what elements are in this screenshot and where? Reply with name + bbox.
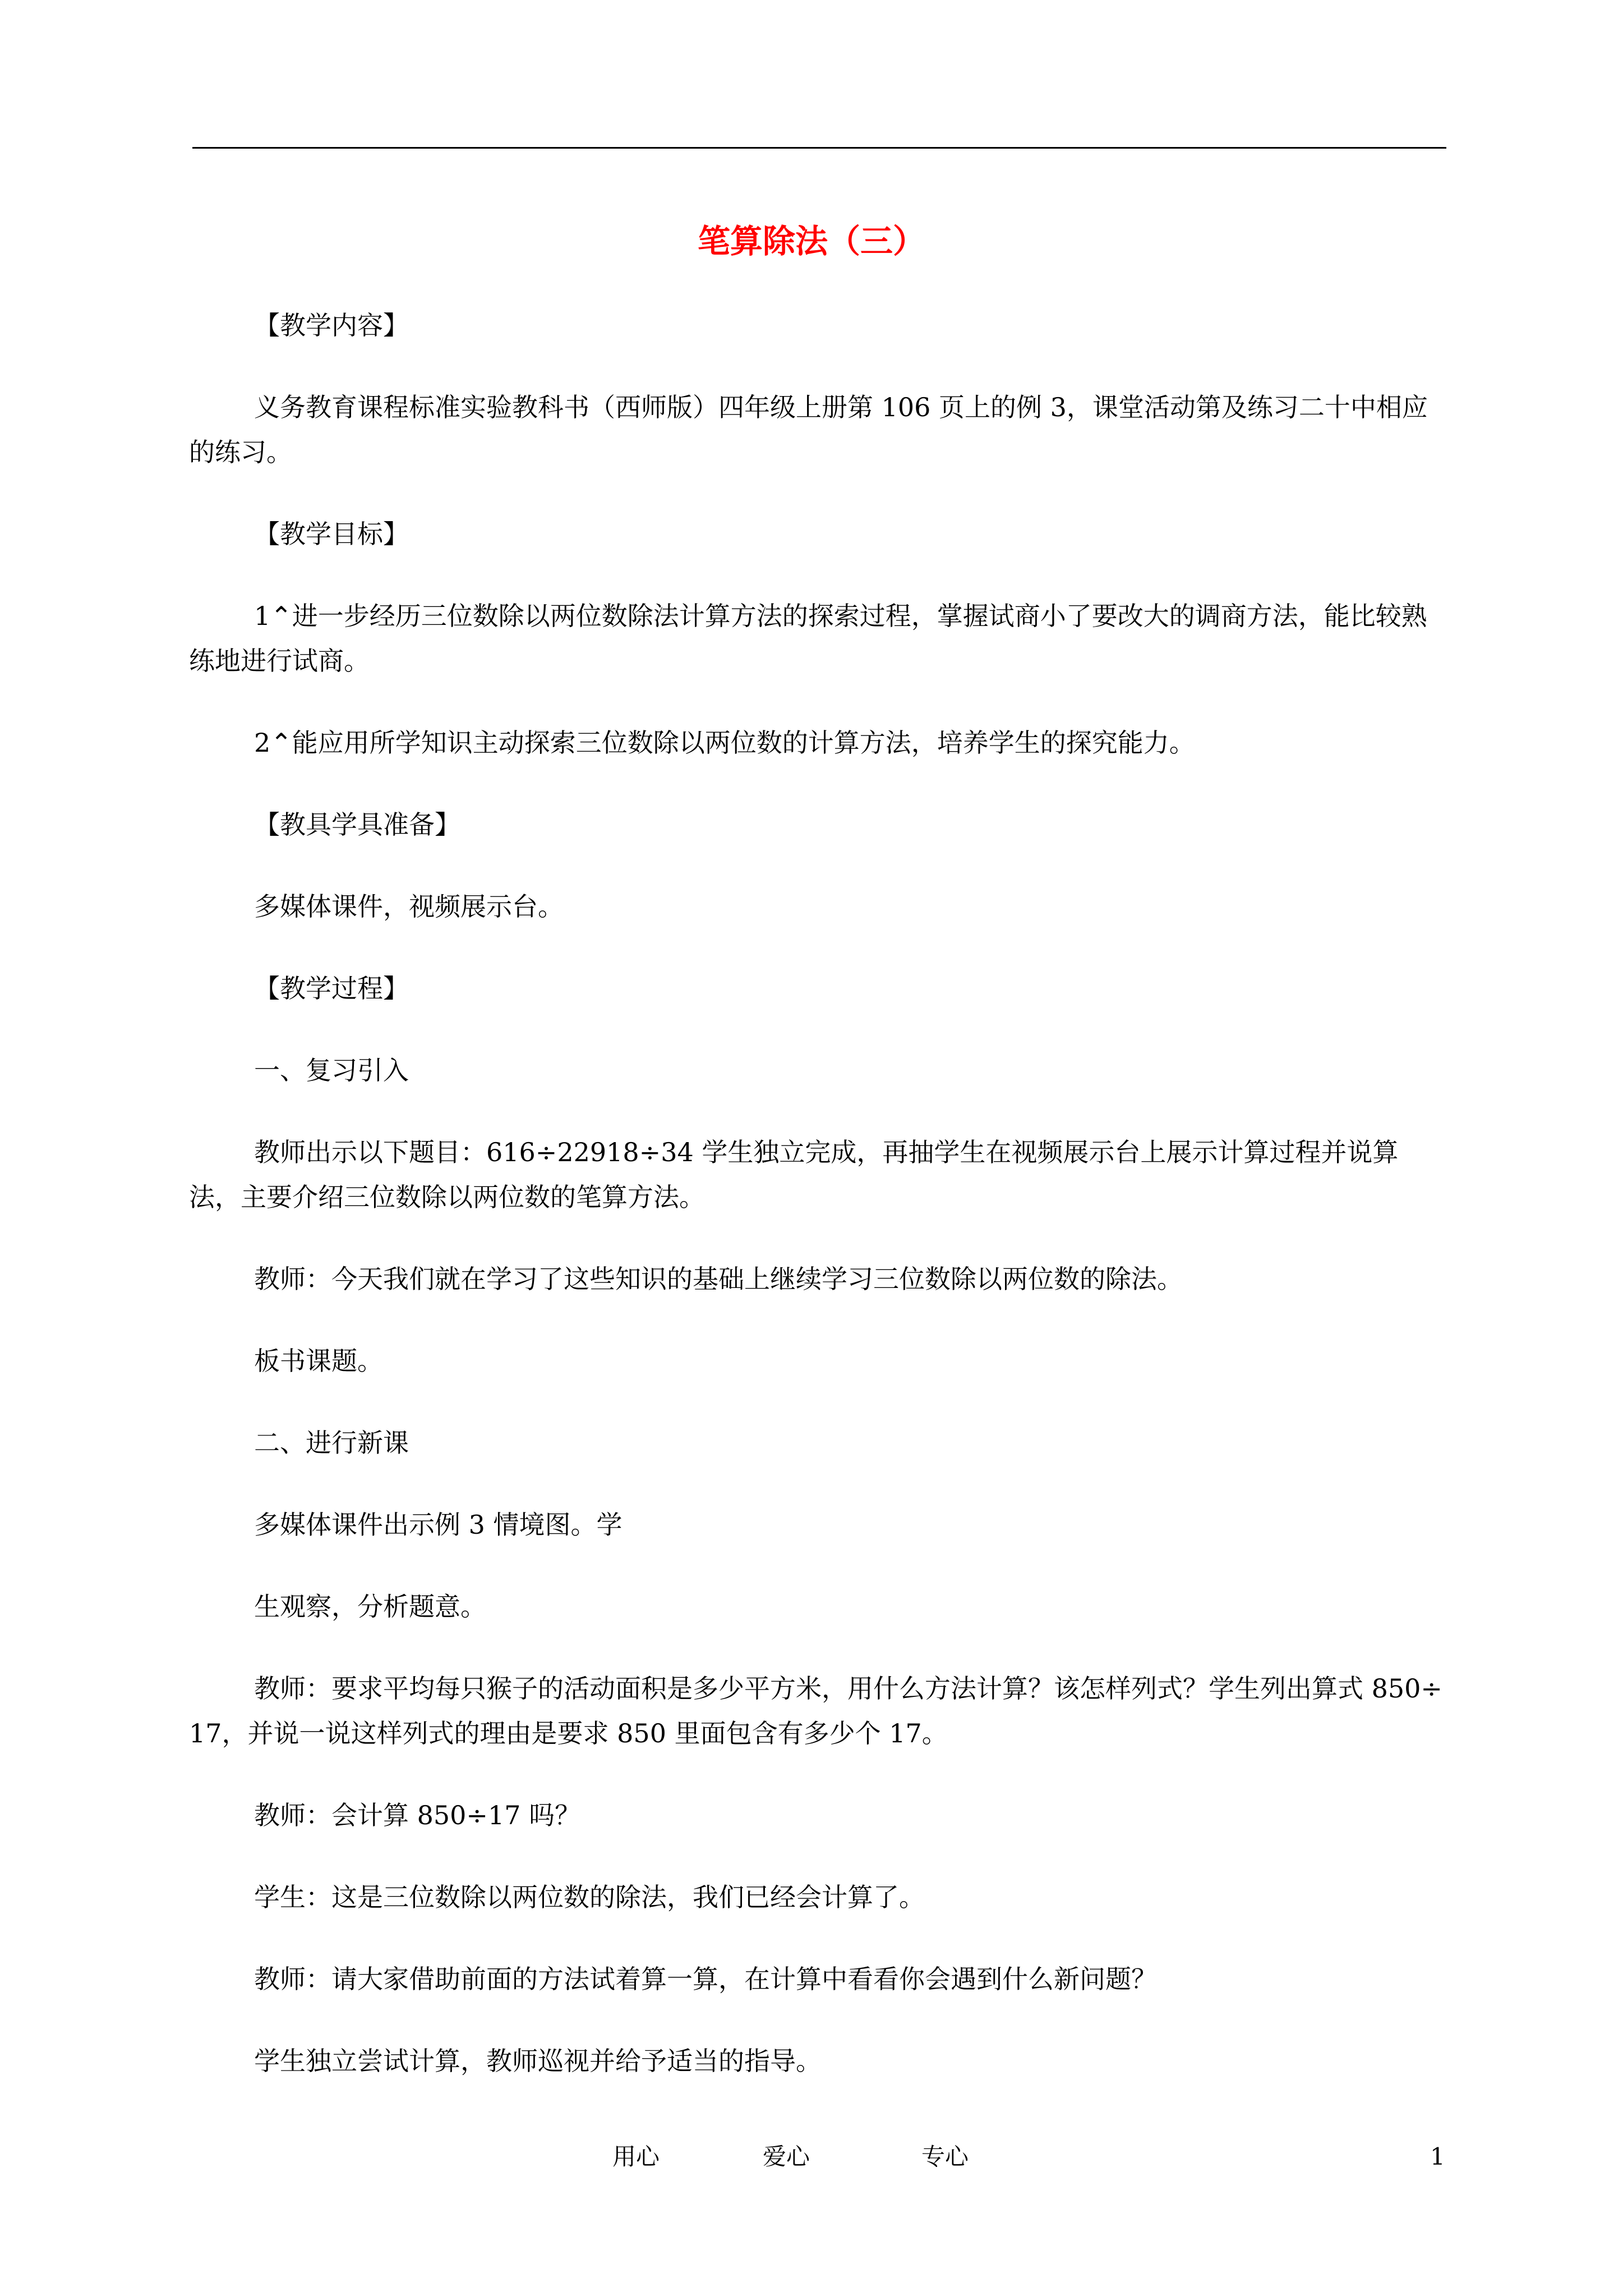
student-try-paragraph: 学生独立尝试计算，教师巡视并给予适当的指导。 [254, 2046, 822, 2076]
footer-item-1: 用心 [612, 2143, 660, 2170]
observe-paragraph: 生观察，分析题意。 [254, 1591, 486, 1622]
footer-item-3: 专心 [921, 2143, 969, 2170]
section-heading-content: 【教学内容】 [254, 310, 409, 341]
board-title-paragraph: 板书课题。 [254, 1346, 383, 1376]
header-rule [192, 147, 1446, 149]
example-paragraph: 多媒体课件出示例 3 情境图。学 [254, 1510, 623, 1540]
goal-item-1: 1⌃进一步经历三位数除以两位数除法计算方法的探索过程，掌握试商小了要改大的调商方法，能比较熟练地进行试商。 [189, 601, 1427, 676]
teacher-guide-paragraph: 教师：请大家借助前面的方法试着算一算，在计算中看看你会遇到什么新问题？ [254, 1964, 1157, 1994]
review-paragraph: 教师出示以下题目：616÷22918÷34 学生独立完成，再抽学生在视频展示台上展示计算过程并说算法，主要介绍三位数除以两位数的笔算方法。 [189, 1137, 1399, 1212]
goal-item-2: 2⌃能应用所学知识主动探索三位数除以两位数的计算方法，培养学生的探究能力。 [254, 728, 1195, 758]
subsection-new-lesson: 二、进行新课 [254, 1428, 409, 1458]
teacher-question-paragraph: 教师：要求平均每只猴子的活动面积是多少平方米，用什么方法计算？该怎样列式？学生列出算式 850÷17，并说一说这样列式的理由是要求 850 里面包含有多少个 17。 [189, 1673, 1442, 1749]
subsection-review: 一、复习引入 [254, 1055, 409, 1085]
document-body [189, 303, 1449, 2083]
section-heading-materials: 【教具学具准备】 [254, 809, 460, 840]
content-paragraph: 义务教育课程标准实验教科书（西师版）四年级上册第 106 页上的例 3，课堂活动第及练习二十中相应的练习。 [189, 392, 1428, 467]
materials-paragraph: 多媒体课件，视频展示台。 [254, 891, 564, 922]
footer-item-2: 爱心 [763, 2143, 810, 2170]
teacher-ask-paragraph: 教师：会计算 850÷17 吗？ [254, 1800, 581, 1830]
student-answer-paragraph: 学生：这是三位数除以两位数的除法，我们已经会计算了。 [254, 1882, 925, 1912]
teacher-intro-paragraph: 教师：今天我们就在学习了这些知识的基础上继续学习三位数除以两位数的除法。 [254, 1264, 1183, 1294]
section-heading-process: 【教学过程】 [254, 973, 409, 1004]
page-number: 1 [1430, 2143, 1445, 2170]
page-footer [0, 2132, 1623, 2182]
section-heading-goals: 【教学目标】 [254, 519, 409, 549]
document-title: 笔算除法（三） [697, 222, 925, 260]
